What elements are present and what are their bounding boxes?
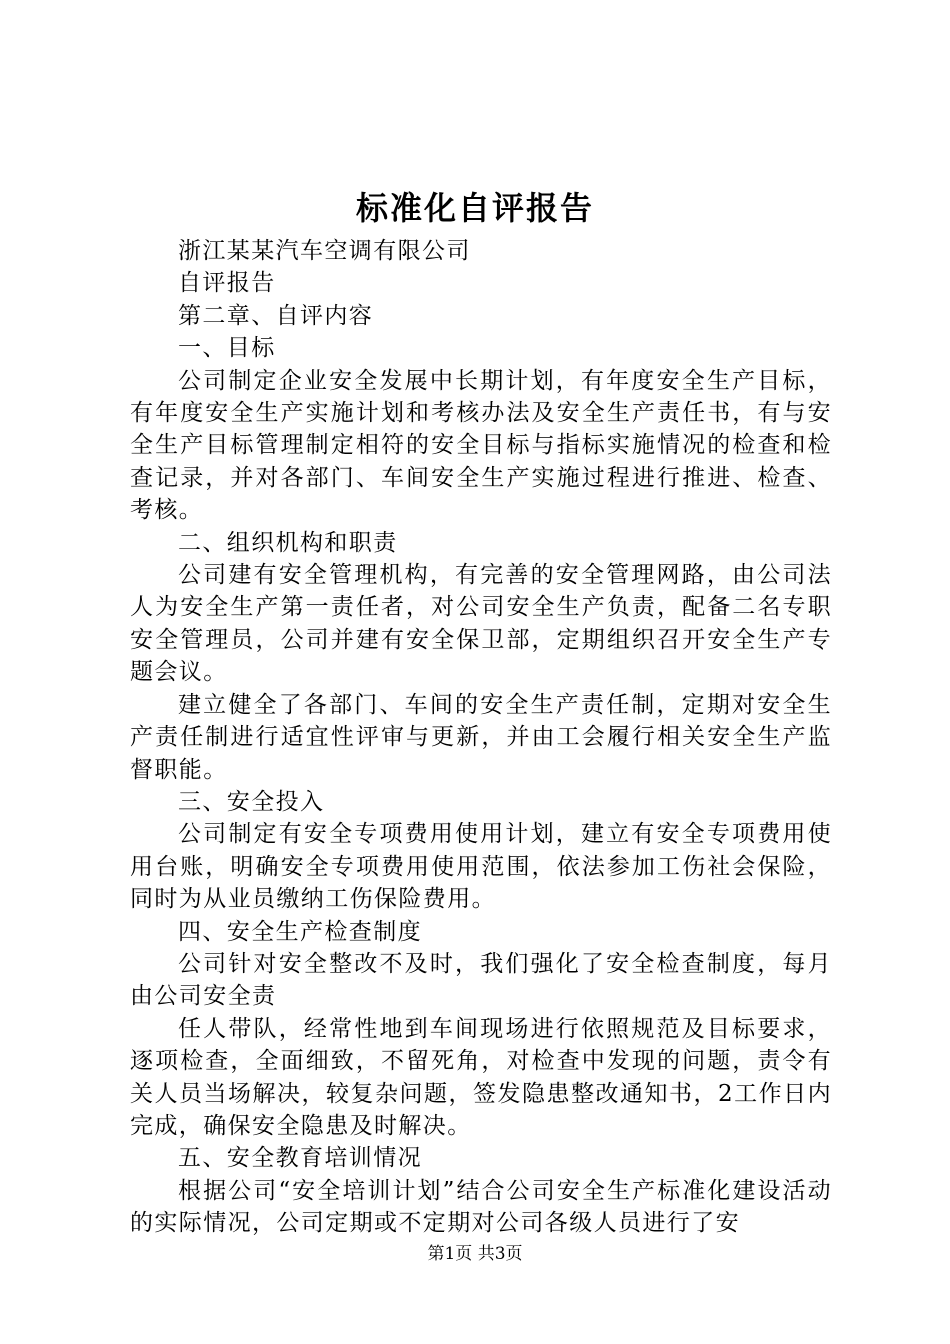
paragraph-investment: 公司制定有安全专项费用使用计划，建立有安全专项费用使用台账，明确安全专项费用使用范围，依法参加工伤社会保险，同时为从业员缴纳工伤保险费用。 [130,821,832,913]
paragraph-responsibility: 建立健全了各部门、车间的安全生产责任制，定期对安全生产责任制进行适宜性评审与更新，并由工会履行相关安全生产监督职能。 [130,691,832,783]
paragraph-inspection-continued: 任人带队，经常性地到车间现场进行依照规范及目标要求，逐项检查，全面细致，不留死角，对检查中发现的问题，责令有关人员当场解决，较复杂问题，签发隐患整改通知书，2工作日内完成，确保安全隐患及时解决。 [130,1015,832,1139]
paragraph-inspection: 公司针对安全整改不及时，我们强化了安全检查制度，每月由公司安全责 [130,950,832,1010]
company-name: 浙江某某汽车空调有限公司 [178,238,471,264]
report-subtitle: 自评报告 [178,270,276,297]
section-heading-investment: 三、安全投入 [178,788,325,815]
section-heading-goals: 一、目标 [178,335,276,362]
section-heading-inspection: 四、安全生产检查制度 [178,918,422,945]
document-body [130,235,832,1240]
paragraph-organization: 公司建有安全管理机构，有完善的安全管理网路，由公司法人为安全生产第一责任者，对公司安全生产负责，配备二名专职安全管理员，公司并建有安全保卫部，定期组织召开安全生产专题会议。 [130,562,832,686]
page-number-footer: 第1页 共3页 [427,1244,523,1264]
document-title: 标准化自评报告 [355,189,594,227]
paragraph-training: 根据公司“安全培训计划”结合公司安全生产标准化建设活动的实际情况，公司定期或不定期对公司各级人员进行了安 [130,1177,832,1237]
chapter-heading: 第二章、自评内容 [178,302,374,329]
paragraph-goals: 公司制定企业安全发展中长期计划，有年度安全生产目标，有年度安全生产实施计划和考核办法及安全生产责任书，有与安全生产目标管理制定相符的安全目标与指标实施情况的检查和检查记录，并对各部门、车间安全生产实施过程进行推进、检查、考核。 [130,367,832,524]
section-heading-organization: 二、组织机构和职责 [178,529,398,556]
section-heading-training: 五、安全教育培训情况 [178,1145,422,1172]
